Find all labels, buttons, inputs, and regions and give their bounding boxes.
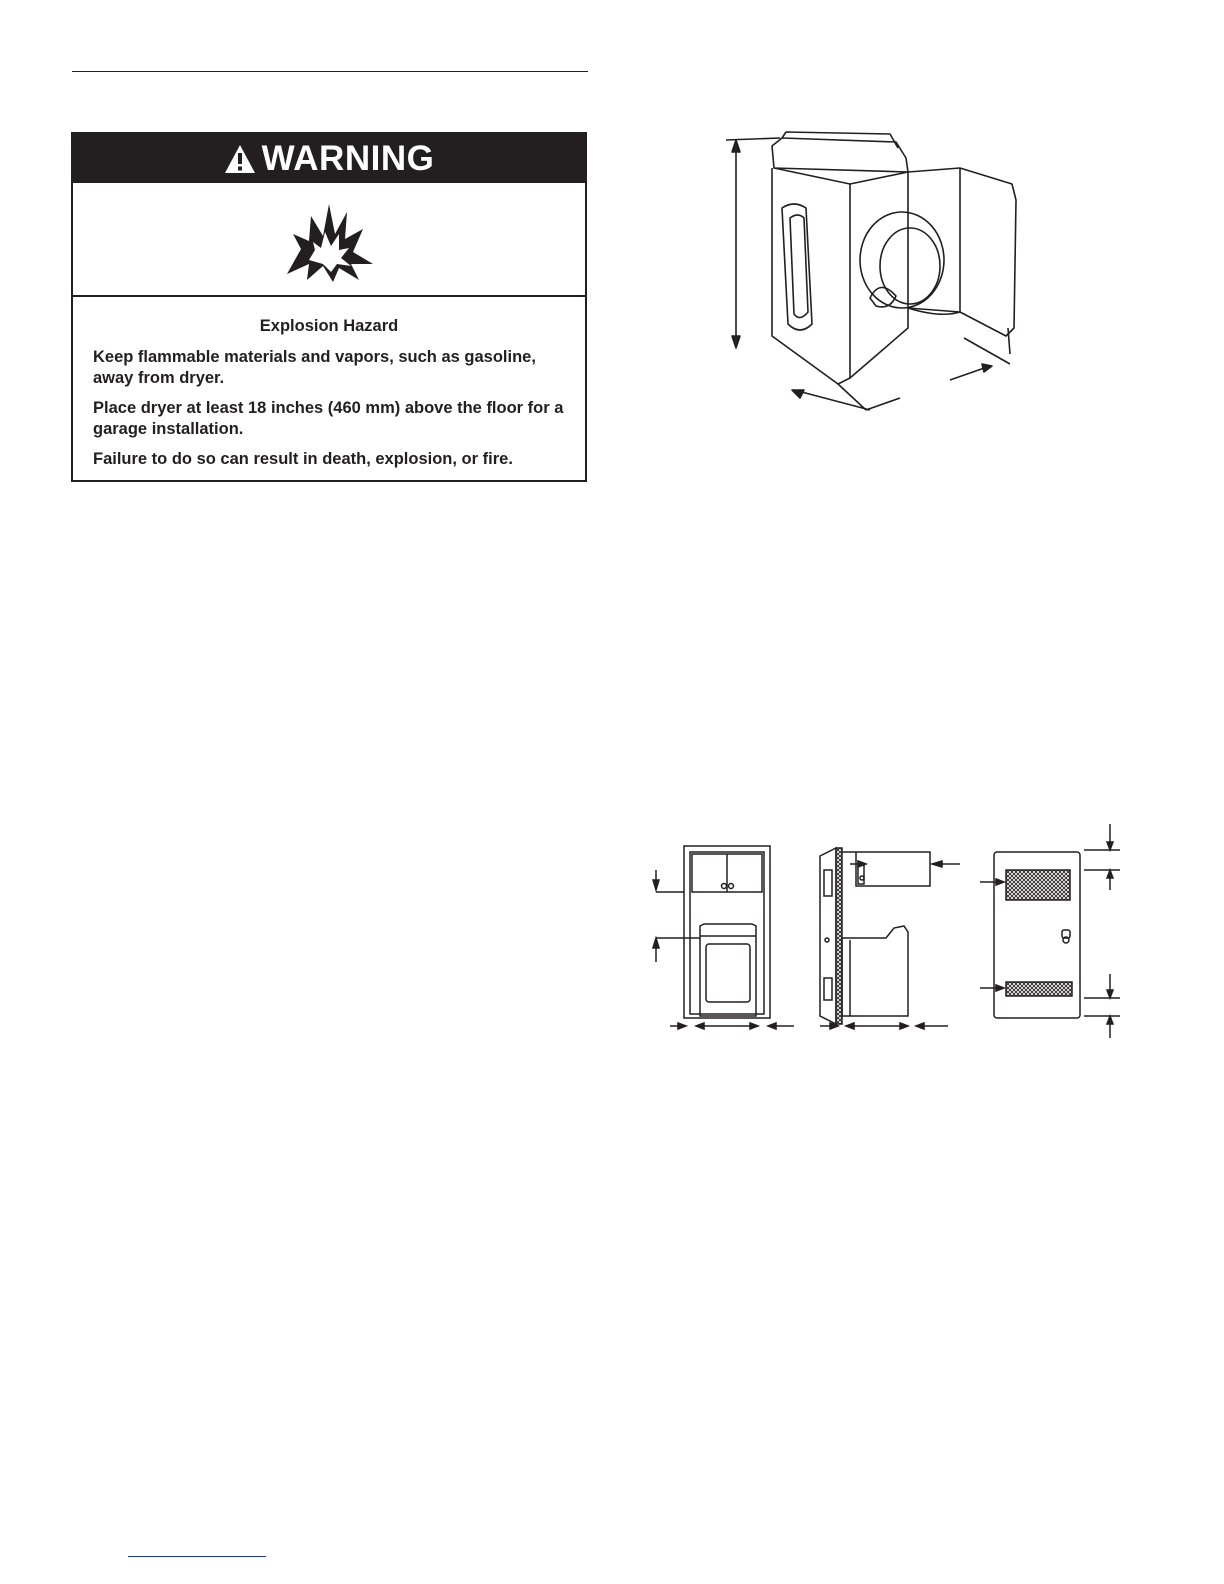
dryer-dimension-illustration (720, 128, 1030, 413)
warning-header (73, 134, 585, 183)
closet-side-view (820, 848, 960, 1029)
closet-installation-diagram (640, 820, 1130, 1042)
hazard-consequence: Failure to do so can result in death, explosion, or fire. (93, 450, 513, 468)
width-dimension-arrow (792, 384, 870, 410)
warning-title: WARNING (261, 139, 435, 178)
hazard-name: Explosion Hazard (259, 317, 399, 335)
footer-link-underline[interactable] (128, 1556, 266, 1557)
hazard-instruction: Place dryer at least 18 inches (460 mm) above the floor for a garage installation. (93, 399, 564, 438)
warning-body (73, 297, 585, 470)
depth-dimension-arrow (866, 328, 1010, 410)
warning-box (71, 132, 587, 482)
explosion-icon (279, 194, 379, 284)
hazard-instruction: Keep flammable materials and vapors, such as gasoline, away from dryer. (93, 348, 536, 387)
section-divider (72, 71, 588, 72)
warning-triangle-icon (224, 144, 256, 174)
hazard-symbol-area (73, 183, 585, 297)
closet-door-vent-view (980, 824, 1120, 1038)
closet-front-view (653, 846, 794, 1029)
